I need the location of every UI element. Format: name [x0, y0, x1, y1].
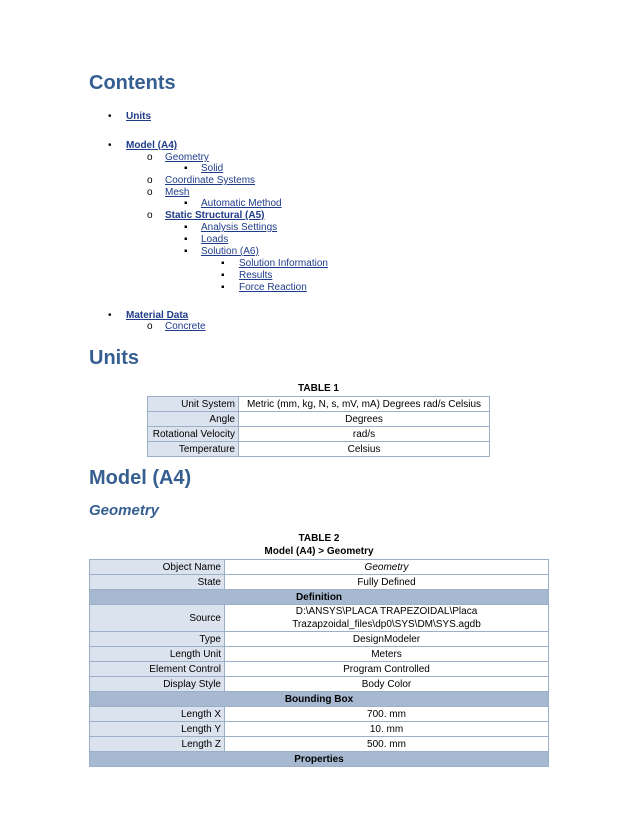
table-row: [90, 605, 549, 632]
row-value: [225, 605, 549, 632]
table-group-header: [90, 752, 549, 767]
row-label: Source: [90, 605, 225, 632]
row-value: 700. mm: [225, 707, 549, 722]
row-label: Type: [90, 632, 225, 647]
bounding-box-header: Bounding Box: [90, 692, 549, 707]
toc-bullet: ▪: [184, 234, 188, 245]
row-value: Body Color: [225, 677, 549, 692]
toc-link-units[interactable]: Units: [126, 111, 151, 122]
toc-bullet: ▪: [221, 282, 225, 293]
toc-link-results[interactable]: Results: [239, 270, 273, 281]
toc-bullet: •: [108, 140, 112, 151]
row-label: Rotational Velocity: [148, 427, 239, 442]
table-row: [90, 677, 549, 692]
table-row: [148, 427, 490, 442]
table-row: [90, 560, 549, 575]
toc-bullet: ▪: [221, 258, 225, 269]
row-value: DesignModeler: [225, 632, 549, 647]
table-row: [90, 575, 549, 590]
toc-link-mesh[interactable]: Mesh: [165, 187, 190, 198]
source-line-1: D:\ANSYS\PLACA TRAPEZOIDAL\Placa: [295, 606, 478, 617]
toc-bullet: •: [108, 111, 112, 122]
geometry-subheading: Geometry: [89, 502, 160, 519]
definition-header: Definition: [90, 590, 549, 605]
table-row: [148, 442, 490, 457]
row-label: Object Name: [90, 560, 225, 575]
row-label: Length X: [90, 707, 225, 722]
row-value: Program Controlled: [225, 662, 549, 677]
units-table: [147, 396, 490, 457]
toc-link-solution[interactable]: Solution (A6): [201, 246, 259, 257]
table-row: [148, 412, 490, 427]
row-value: Geometry: [225, 560, 549, 575]
toc-bullet: o: [147, 175, 153, 186]
table-1-caption: TABLE 1: [298, 383, 339, 394]
toc-bullet: ▪: [184, 163, 188, 174]
toc-bullet: o: [147, 210, 153, 221]
toc-link-analysis-settings[interactable]: Analysis Settings: [201, 222, 278, 233]
table-row: [90, 662, 549, 677]
table-2-caption-line2: Model (A4) > Geometry: [264, 546, 374, 557]
geometry-table: [89, 559, 549, 767]
table-row: [90, 737, 549, 752]
model-heading: Model (A4): [89, 467, 192, 489]
table-row: [90, 632, 549, 647]
row-label: Element Control: [90, 662, 225, 677]
table-row: [90, 647, 549, 662]
toc-link-concrete[interactable]: Concrete: [165, 321, 206, 332]
table-row: [90, 722, 549, 737]
toc-bullet: o: [147, 152, 153, 163]
toc-bullet: ▪: [184, 198, 188, 209]
toc-link-model[interactable]: Model (A4): [126, 140, 178, 151]
toc-bullet: o: [147, 187, 153, 198]
toc-link-automatic-method[interactable]: Automatic Method: [201, 198, 282, 209]
row-label: Length Z: [90, 737, 225, 752]
table-row: [148, 397, 490, 412]
table-group-header: [90, 590, 549, 605]
toc-bullet: ▪: [184, 246, 188, 257]
row-value: Celsius: [239, 442, 490, 457]
toc-bullet: •: [108, 310, 112, 321]
toc-link-solid[interactable]: Solid: [201, 163, 224, 174]
source-line-2: Trazapzoidal_files\dp0\SYS\DM\SYS.agdb: [292, 619, 481, 630]
row-label: Temperature: [148, 442, 239, 457]
row-value: Fully Defined: [225, 575, 549, 590]
properties-header: Properties: [90, 752, 549, 767]
row-value: rad/s: [239, 427, 490, 442]
row-value: 10. mm: [225, 722, 549, 737]
units-heading: Units: [89, 347, 139, 369]
toc-bullet: ▪: [184, 222, 188, 233]
table-2-caption-line1: TABLE 2: [298, 533, 340, 544]
toc-link-force-reaction[interactable]: Force Reaction: [239, 282, 307, 293]
contents-heading: Contents: [89, 72, 176, 94]
row-value: Degrees: [239, 412, 490, 427]
toc-link-geometry[interactable]: Geometry: [165, 152, 209, 163]
toc-bullet: o: [147, 321, 153, 332]
row-value: Meters: [225, 647, 549, 662]
toc-link-static-structural[interactable]: Static Structural (A5): [165, 210, 265, 221]
row-label: Length Y: [90, 722, 225, 737]
row-label: Display Style: [90, 677, 225, 692]
row-label: Angle: [148, 412, 239, 427]
toc-link-loads[interactable]: Loads: [201, 234, 229, 245]
table-row: [90, 707, 549, 722]
row-value: 500. mm: [225, 737, 549, 752]
row-label: State: [90, 575, 225, 590]
row-label: Length Unit: [90, 647, 225, 662]
toc-link-material-data[interactable]: Material Data: [126, 310, 189, 321]
table-group-header: [90, 692, 549, 707]
toc-bullet: ▪: [221, 270, 225, 281]
toc-link-coordinate-systems[interactable]: Coordinate Systems: [165, 175, 256, 186]
toc-link-solution-information[interactable]: Solution Information: [239, 258, 328, 269]
row-label: Unit System: [148, 397, 239, 412]
row-value: Metric (mm, kg, N, s, mV, mA) Degrees rad/s Celsius: [239, 397, 490, 412]
